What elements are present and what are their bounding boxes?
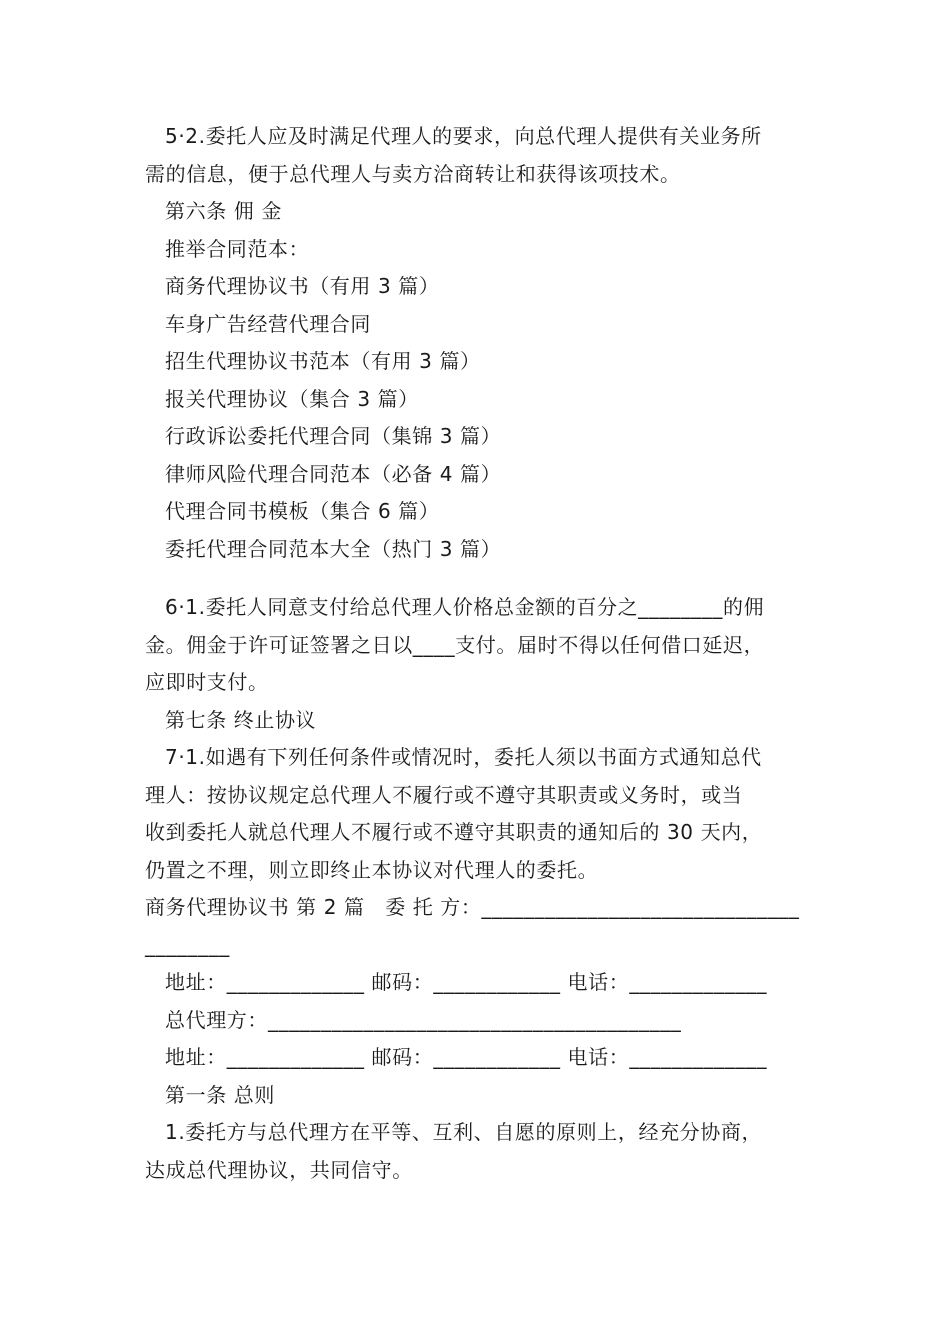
recommended-link-7[interactable]: 代理合同书模板（集合 6 篇）	[165, 499, 440, 523]
part-2-title-line: 商务代理协议书 第 2 篇 委 托 方：______________________________	[145, 895, 800, 919]
recommend-label: 推举合同范本：	[165, 236, 310, 261]
agent-party-line: 总代理方：_______________________________________	[165, 1007, 682, 1032]
recommended-link-5[interactable]: 行政诉讼委托代理合同（集锦 3 篇）	[165, 424, 502, 448]
section-7-1-line-2: 理人：按协议规定总代理人不履行或不遵守其职责或义务时，或当	[145, 782, 743, 807]
principal-address-line: 地址：_____________ 邮码：____________ 电话：_____________	[165, 970, 768, 994]
section-7-1-line-4: 仍置之不理，则立即终止本协议对代理人的委托。	[145, 857, 599, 882]
recommended-link-1[interactable]: 商务代理协议书（有用 3 篇）	[165, 274, 440, 298]
agent-address-line: 地址：_____________ 邮码：____________ 电话：_____________	[165, 1045, 768, 1069]
section-6-1-line-1: 6·1.委托人同意支付给总代理人价格总金额的百分之________的佣	[165, 595, 765, 619]
section-6-1-line-2: 金。佣金于许可证签署之日以____支付。届时不得以任何借口延迟，	[145, 632, 765, 657]
section-6-1-line-3: 应即时支付。	[145, 670, 269, 694]
section-7-1-line-3: 收到委托人就总代理人不履行或不遵守其职责的通知后的 30 天内，	[145, 820, 763, 844]
clause-1-line-2: 达成总代理协议，共同信守。	[145, 1157, 413, 1182]
recommended-link-8[interactable]: 委托代理合同范本大全（热门 3 篇）	[165, 536, 502, 561]
recommended-link-4[interactable]: 报关代理协议（集合 3 篇）	[165, 386, 419, 411]
article-7-title: 第七条 终止协议	[165, 707, 317, 732]
recommended-link-3[interactable]: 招生代理协议书范本（有用 3 篇）	[165, 349, 481, 373]
section-5-2-line-2: 需的信息，便于总代理人与卖方洽商转让和获得该项技术。	[145, 161, 681, 186]
section-5-2-line-1: 5·2.委托人应及时满足代理人的要求，向总代理人提供有关业务所	[165, 124, 762, 148]
article-1-title: 第一条 总则	[165, 1082, 275, 1107]
clause-1-line-1: 1.委托方与总代理方在平等、互利、自愿的原则上，经充分协商，	[165, 1120, 763, 1144]
recommended-link-6[interactable]: 律师风险代理合同范本（必备 4 篇）	[165, 461, 502, 486]
section-7-1-line-1: 7·1.如遇有下列任何条件或情况时，委托人须以书面方式通知总代	[165, 745, 762, 769]
document-body	[145, 118, 815, 1189]
paragraph-gap	[145, 568, 815, 589]
part-2-title-continuation: ________	[145, 932, 230, 957]
article-6-title: 第六条 佣 金	[165, 199, 282, 223]
recommended-link-2[interactable]: 车身广告经营代理合同	[165, 311, 371, 336]
